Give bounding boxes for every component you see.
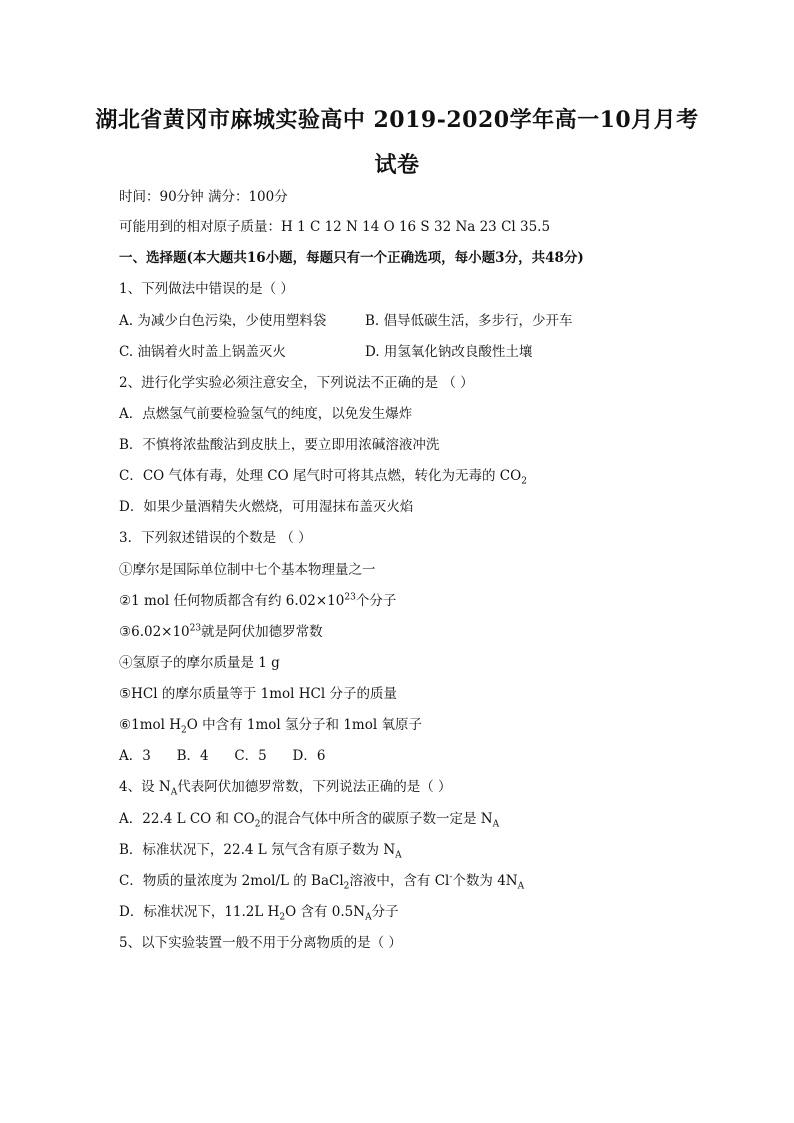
question-4-option-a <box>119 810 499 828</box>
question-4-option-a-mid: 的混合气体中所含的碳原子数一定是 N <box>260 811 493 827</box>
question-2-option-c-text: C．CO 气体有毒，处理 CO 尾气时可将其点燃，转化为无毒的 CO <box>119 468 522 484</box>
question-4-option-a-text: A．22.4 L CO 和 CO <box>119 811 255 827</box>
question-3-item-3 <box>119 623 323 641</box>
question-3-item-1: ①摩尔是国际单位制中七个基本物理量之一 <box>119 562 376 578</box>
subscript: A <box>395 850 402 861</box>
question-3-item-2-text: ②1 mol 任何物质都含有约 6.02×10 <box>119 593 345 609</box>
question-5-stem: 5、以下实验装置一般不用于分离物质的是（ ） <box>119 935 402 951</box>
subscript: A <box>170 787 178 798</box>
question-4-option-d-tail: 分子 <box>371 904 399 920</box>
question-4-option-c-text: C．物质的量浓度为 2mol/L 的 BaCl <box>119 873 344 889</box>
question-2-option-c <box>119 467 527 485</box>
question-4-option-b <box>119 841 402 859</box>
question-4-stem <box>119 778 452 796</box>
subscript: A <box>492 819 500 830</box>
question-4-option-b-text: B．标准状况下，22.4 L 氖气含有原子数为 N <box>119 842 396 858</box>
question-4-stem-tail: 代表阿伏加德罗常数，下列说法正确的是（ ） <box>177 779 452 795</box>
section-heading: 一、选择题(本大题共16小题，每题只有一个正确选项，每小题3分，共48分) <box>119 250 584 266</box>
question-1-options-cd <box>119 343 679 361</box>
question-3-options: A．3 B．4 C．5 D．6 <box>119 748 326 764</box>
question-4-option-c-mid2: 个数为 4N <box>452 873 518 889</box>
subscript: A <box>365 912 372 923</box>
question-3-item-4: ④氢原子的摩尔质量是 1 g <box>119 655 280 671</box>
question-2-option-b: B．不慎将浓盐酸沾到皮肤上，要立即用浓碱溶液冲洗 <box>119 437 440 453</box>
question-4-stem-text: 4、设 N <box>119 779 171 795</box>
subscript: 2 <box>343 881 350 892</box>
subscript: 2 <box>279 912 286 923</box>
question-1-option-c: C. 油锅着火时盖上锅盖灭火 <box>119 344 286 360</box>
subscript: 2 <box>521 476 527 487</box>
question-1-stem: 1、下列做法中错误的是（ ） <box>119 281 294 297</box>
subscript: A <box>517 881 525 892</box>
question-3-item-6-text: ⑥1mol H <box>119 717 182 733</box>
exam-title-line1: 湖北省黄冈市麻城实验高中 2019-2020学年高一10月月考 <box>95 107 699 133</box>
question-4-option-d <box>119 903 399 921</box>
atomic-mass-info: 可能用到的相对原子质量：H 1 C 12 N 14 O 16 S 32 Na 23 Cl 35.5 <box>119 219 551 235</box>
question-2-option-a: A．点燃氢气前要检验氢气的纯度，以免发生爆炸 <box>119 406 413 422</box>
superscript: - <box>449 872 453 883</box>
question-2-option-d: D．如果少量酒精失火燃烧，可用湿抹布盖灭火焰 <box>119 499 414 515</box>
question-3-item-2 <box>119 592 396 610</box>
question-1-option-d: D. 用氢氧化钠改良酸性土壤 <box>365 344 533 360</box>
question-1-option-a: A. 为减少白色污染，少使用塑料袋 <box>119 313 327 329</box>
question-3-stem: 3．下列叙述错误的个数是 （ ） <box>119 530 312 546</box>
superscript: 23 <box>189 623 202 634</box>
question-4-option-c-mid: 溶液中，含有 Cl <box>349 873 450 889</box>
question-3-item-3-tail: 就是阿伏加德罗常数 <box>201 624 323 640</box>
superscript: 23 <box>344 592 356 603</box>
question-3-item-6 <box>119 716 422 734</box>
question-1-options-ab <box>119 312 679 330</box>
question-3-item-2-tail: 个分子 <box>355 593 397 609</box>
question-2-stem: 2、进行化学实验必须注意安全，下列说法不正确的是 （ ） <box>119 375 474 391</box>
question-3-item-6-tail: O 中含有 1mol 氢分子和 1mol 氧原子 <box>186 717 422 733</box>
subscript: 2 <box>254 819 261 830</box>
exam-time-info: 时间：90分钟 满分：100分 <box>119 189 288 205</box>
question-4-option-c <box>119 872 524 890</box>
question-4-option-d-mid: O 含有 0.5N <box>285 904 366 920</box>
question-4-option-d-text: D．标准状况下，11.2L H <box>119 904 280 920</box>
question-1-option-b: B. 倡导低碳生活，多步行，少开车 <box>365 313 573 329</box>
question-3-item-3-text: ③6.02×10 <box>119 624 190 640</box>
subscript: 2 <box>181 725 187 736</box>
exam-title-line2: 试卷 <box>374 152 420 178</box>
question-3-item-5: ⑤HCl 的摩尔质量等于 1mol HCl 分子的质量 <box>119 686 397 702</box>
